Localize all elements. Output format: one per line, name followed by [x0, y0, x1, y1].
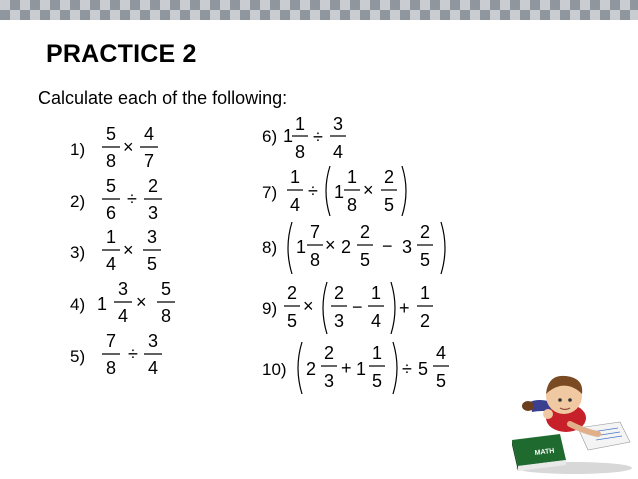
problem-1 [70, 124, 158, 171]
svg-text:5: 5 [419, 250, 431, 270]
svg-text:2: 2 [147, 176, 159, 196]
svg-text:÷: ÷ [313, 127, 323, 147]
svg-text:3: 3 [147, 203, 159, 223]
svg-text:+: + [341, 358, 352, 378]
problem-label: 5) [70, 347, 86, 366]
svg-text:8: 8 [160, 306, 172, 326]
svg-text:−: − [352, 297, 363, 317]
svg-text:5: 5 [146, 254, 158, 274]
svg-text:÷: ÷ [402, 359, 412, 379]
svg-text:8: 8 [105, 358, 117, 378]
svg-text:2: 2 [383, 167, 395, 187]
problem-label: 1) [70, 140, 86, 159]
svg-text:4: 4 [435, 343, 447, 363]
problem-2 [70, 176, 162, 223]
svg-text:4: 4 [117, 306, 129, 326]
problem-label: 7) [262, 183, 278, 202]
problem-9 [262, 282, 433, 334]
problem-label: 2) [70, 192, 86, 211]
svg-text:1: 1 [105, 227, 117, 247]
svg-text:3: 3 [332, 114, 344, 134]
svg-text:1: 1 [97, 294, 108, 314]
problem-6 [262, 114, 346, 162]
svg-text:2: 2 [333, 283, 345, 303]
svg-text:1: 1 [356, 359, 367, 379]
problem-7 [262, 166, 406, 216]
slide-title: PRACTICE 2 [46, 40, 197, 68]
problem-5 [70, 331, 162, 378]
problem-8 [262, 222, 445, 274]
svg-text:7: 7 [143, 151, 155, 171]
svg-text:7: 7 [105, 331, 117, 351]
instruction-text: Calculate each of the following: [38, 88, 288, 108]
svg-text:2: 2 [419, 311, 431, 331]
svg-text:1: 1 [283, 126, 294, 146]
svg-text:MATH: MATH [534, 447, 555, 457]
svg-text:1: 1 [346, 167, 358, 187]
svg-text:5: 5 [105, 124, 117, 144]
svg-text:3: 3 [147, 331, 159, 351]
svg-text:2: 2 [419, 222, 431, 242]
svg-text:5: 5 [418, 359, 429, 379]
svg-text:1: 1 [371, 343, 383, 363]
problem-label: 6) [262, 127, 278, 146]
svg-text:÷: ÷ [128, 344, 138, 364]
svg-text:8: 8 [105, 151, 117, 171]
svg-text:×: × [123, 137, 134, 157]
svg-text:×: × [136, 292, 147, 312]
svg-text:×: × [363, 180, 374, 200]
svg-text:5: 5 [359, 250, 371, 270]
svg-text:÷: ÷ [127, 189, 137, 209]
svg-text:4: 4 [289, 195, 301, 215]
svg-text:8: 8 [294, 142, 306, 162]
svg-text:2: 2 [359, 222, 371, 242]
problem-3 [70, 227, 161, 274]
svg-text:4: 4 [370, 311, 382, 331]
svg-text:3: 3 [333, 311, 345, 331]
svg-text:1: 1 [294, 114, 306, 134]
svg-text:7: 7 [309, 222, 321, 242]
svg-text:5: 5 [105, 176, 117, 196]
svg-text:−: − [382, 236, 393, 256]
kid-reading-math-book-illustration [508, 368, 634, 476]
svg-text:1: 1 [370, 283, 382, 303]
problem-label: 4) [70, 295, 86, 314]
problem-10 [262, 342, 449, 394]
svg-text:5: 5 [383, 195, 395, 215]
problem-label: 10) [262, 360, 287, 379]
svg-text:÷: ÷ [308, 181, 318, 201]
svg-text:5: 5 [371, 371, 383, 391]
svg-text:1: 1 [296, 237, 307, 257]
svg-text:3: 3 [117, 279, 129, 299]
svg-text:8: 8 [309, 250, 321, 270]
svg-text:×: × [123, 240, 134, 260]
svg-text:×: × [325, 235, 336, 255]
problem-label: 9) [262, 299, 278, 318]
svg-text:8: 8 [346, 195, 358, 215]
svg-text:4: 4 [332, 142, 344, 162]
problem-label: 8) [262, 238, 278, 257]
svg-text:4: 4 [143, 124, 155, 144]
svg-text:4: 4 [105, 254, 117, 274]
svg-text:2: 2 [306, 359, 317, 379]
svg-text:×: × [303, 296, 314, 316]
svg-text:5: 5 [160, 279, 172, 299]
svg-text:+: + [399, 298, 410, 318]
problem-label: 3) [70, 243, 86, 262]
math-book-icon [512, 434, 566, 471]
svg-text:2: 2 [323, 343, 335, 363]
svg-text:1: 1 [289, 167, 301, 187]
svg-text:2: 2 [341, 237, 352, 257]
svg-text:5: 5 [435, 371, 447, 391]
svg-text:3: 3 [323, 371, 335, 391]
svg-text:2: 2 [286, 283, 298, 303]
svg-text:6: 6 [105, 203, 117, 223]
problem-4 [70, 279, 175, 326]
svg-text:1: 1 [419, 283, 431, 303]
svg-text:4: 4 [147, 358, 159, 378]
svg-text:5: 5 [286, 311, 298, 331]
svg-text:3: 3 [402, 237, 413, 257]
svg-text:1: 1 [334, 182, 345, 202]
svg-text:3: 3 [146, 227, 158, 247]
